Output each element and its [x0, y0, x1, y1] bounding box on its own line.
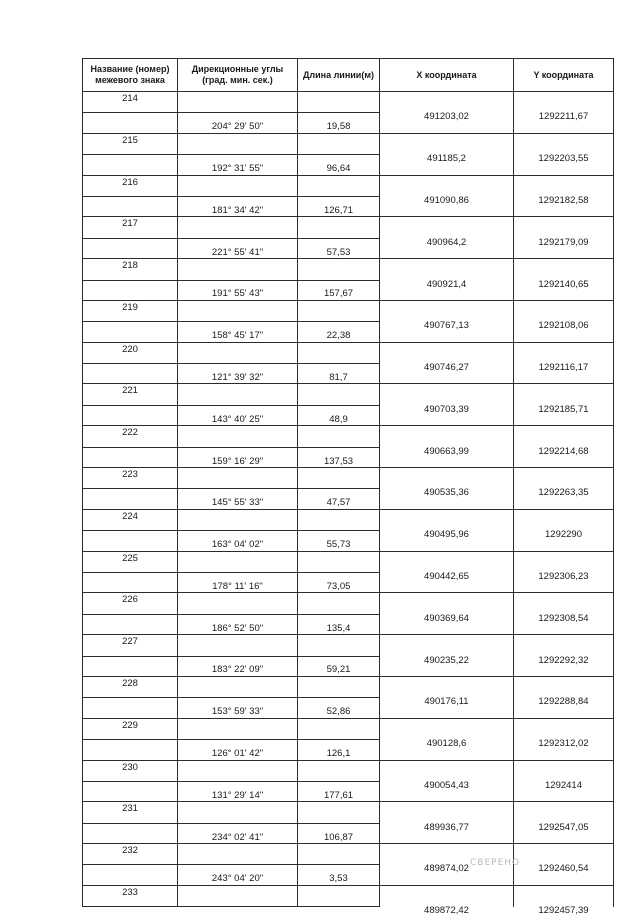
- cell-y-coordinate: [514, 426, 614, 457]
- x-coordinate-value: 490746,27: [424, 362, 469, 374]
- cell-bearing: 181° 34' 42": [178, 196, 298, 216]
- cell-bearing: 121° 39' 32": [178, 364, 298, 384]
- cell-length-empty: [298, 92, 380, 113]
- cell-point-name: 228: [83, 676, 178, 697]
- cell-bearing-empty: [178, 676, 298, 697]
- cell-name-empty: [83, 489, 178, 509]
- cell-bearing: 145° 55' 33": [178, 489, 298, 509]
- cell-line-length: 48,9: [298, 405, 380, 425]
- cell-y-coordinate: [514, 635, 614, 666]
- segment-row: [83, 656, 614, 676]
- segment-row: [83, 614, 614, 634]
- segment-row: [83, 238, 614, 258]
- cell-y-coordinate: [514, 217, 614, 248]
- y-coordinate-value: 1292306,23: [538, 570, 589, 582]
- cell-x-coordinate: [380, 92, 514, 123]
- y-coordinate-value: 1292182,58: [538, 194, 589, 206]
- point-row: [83, 844, 614, 865]
- cell-bearing-empty: [178, 593, 298, 614]
- cell-line-length: 126,71: [298, 196, 380, 216]
- cell-length-empty: [298, 300, 380, 321]
- cell-name-empty: [83, 656, 178, 676]
- cell-bearing-empty: [178, 802, 298, 823]
- cell-x-coordinate: [380, 635, 514, 666]
- cell-y-coordinate: [514, 760, 614, 791]
- cell-bearing-empty: [178, 885, 298, 906]
- cell-bearing: 178° 11' 16": [178, 572, 298, 592]
- cell-bearing: 234° 02' 41": [178, 823, 298, 843]
- header-point-name: Название (номер) межевого знака: [83, 59, 178, 92]
- cell-length-empty: [298, 802, 380, 823]
- cell-line-length: 177,61: [298, 781, 380, 801]
- x-coordinate-value: 490964,2: [426, 236, 467, 248]
- point-row: [83, 384, 614, 405]
- segment-row: [83, 155, 614, 175]
- cell-x-coordinate: [380, 885, 514, 916]
- x-coordinate-value: 490921,4: [426, 278, 467, 290]
- point-row: [83, 760, 614, 781]
- point-row: [83, 217, 614, 238]
- y-coordinate-value: 1292116,17: [538, 362, 589, 374]
- cell-point-name: 217: [83, 217, 178, 238]
- coordinates-table: [82, 58, 614, 916]
- y-coordinate-value: 1292288,84: [538, 696, 589, 708]
- x-coordinate-value: 489936,77: [424, 821, 469, 833]
- point-row: [83, 426, 614, 447]
- cell-line-length: 47,57: [298, 489, 380, 509]
- segment-row: [83, 572, 614, 592]
- y-coordinate-value: 1292108,06: [538, 320, 589, 332]
- cell-name-empty: [83, 113, 178, 133]
- cell-length-empty: [298, 509, 380, 530]
- cell-x-coordinate: [380, 384, 514, 415]
- x-coordinate-value: 490495,96: [424, 529, 469, 541]
- cell-point-name: 220: [83, 342, 178, 363]
- y-coordinate-value: 1292263,35: [538, 487, 589, 499]
- cell-bearing: 204° 29' 50": [178, 113, 298, 133]
- point-row: [83, 175, 614, 196]
- cell-point-name: 230: [83, 760, 178, 781]
- cell-x-coordinate: [380, 718, 514, 750]
- cell-y-coordinate: [514, 802, 614, 833]
- cell-line-length: 59,21: [298, 656, 380, 676]
- point-row: [83, 259, 614, 280]
- cell-y-coordinate: [514, 844, 614, 875]
- header-line-length: Длина линии(м): [298, 59, 380, 92]
- x-coordinate-value: 490442,65: [424, 570, 469, 582]
- y-coordinate-value: 1292312,02: [538, 738, 589, 750]
- cell-length-empty: [298, 593, 380, 614]
- cell-point-name: 219: [83, 300, 178, 321]
- cell-line-length: 22,38: [298, 322, 380, 342]
- cell-name-empty: [83, 740, 178, 760]
- cell-name-empty: [83, 447, 178, 467]
- cell-x-coordinate: [380, 175, 514, 206]
- cell-bearing: 191° 55' 43": [178, 280, 298, 300]
- cell-point-name: 232: [83, 844, 178, 865]
- cell-length-empty: [298, 844, 380, 865]
- cell-point-name: 231: [83, 802, 178, 823]
- point-row: [83, 342, 614, 363]
- segment-row: [83, 447, 614, 467]
- y-coordinate-value: 1292179,09: [538, 236, 589, 248]
- cell-point-name: 227: [83, 635, 178, 656]
- cell-point-name: 233: [83, 885, 178, 906]
- cell-name-empty: [83, 238, 178, 258]
- cell-bearing-empty: [178, 760, 298, 781]
- cell-length-empty: [298, 175, 380, 196]
- cell-bearing-empty: [178, 468, 298, 489]
- segment-row: [83, 113, 614, 133]
- cell-name-empty: [83, 781, 178, 801]
- cell-length-empty: [298, 426, 380, 447]
- cell-y-coordinate: [514, 300, 614, 332]
- cell-line-length: 55,73: [298, 531, 380, 551]
- header-bearing: Дирекционные углы (град. мин. сек.): [178, 59, 298, 92]
- certification-stamp: [470, 858, 520, 868]
- cell-name-empty: [83, 280, 178, 300]
- y-coordinate-value: 1292185,71: [538, 403, 589, 415]
- cell-y-coordinate: [514, 551, 614, 582]
- cell-y-coordinate: [514, 676, 614, 708]
- y-coordinate-value: 1292457,39: [538, 905, 589, 916]
- cell-line-length: 81,7: [298, 364, 380, 384]
- y-coordinate-value: 1292292,32: [538, 654, 589, 666]
- cell-name-empty: [83, 572, 178, 592]
- cell-point-name: 216: [83, 175, 178, 196]
- cell-name-empty: [83, 364, 178, 384]
- cell-point-name: 223: [83, 468, 178, 489]
- stamp-text: СВЕРЕНО: [470, 858, 521, 868]
- segment-row: [83, 196, 614, 216]
- segment-row: [83, 740, 614, 760]
- segment-row: [83, 489, 614, 509]
- y-coordinate-value: 1292547,05: [538, 821, 589, 833]
- point-row: [83, 468, 614, 489]
- cell-length-empty: [298, 551, 380, 572]
- cell-name-empty: [83, 614, 178, 634]
- cell-bearing-empty: [178, 635, 298, 656]
- cell-name-empty: [83, 823, 178, 843]
- cell-point-name: 225: [83, 551, 178, 572]
- segment-row: [83, 322, 614, 342]
- cell-point-name: 214: [83, 92, 178, 113]
- cell-y-coordinate: [514, 593, 614, 624]
- cell-length-empty: [298, 635, 380, 656]
- cell-x-coordinate: [380, 133, 514, 165]
- cell-point-name: 226: [83, 593, 178, 614]
- cell-length-empty: [298, 384, 380, 405]
- cell-x-coordinate: [380, 551, 514, 582]
- y-coordinate-value: 1292460,54: [538, 863, 589, 875]
- cell-name-empty: [83, 531, 178, 551]
- table-header-row: [83, 59, 614, 92]
- cell-bearing-empty: [178, 259, 298, 280]
- cell-name-empty: [83, 322, 178, 342]
- cell-line-length: 19,58: [298, 113, 380, 133]
- cell-bearing-empty: [178, 509, 298, 530]
- cell-y-coordinate: [514, 175, 614, 206]
- segment-row: [83, 865, 614, 885]
- point-row: [83, 133, 614, 154]
- segment-row: [83, 823, 614, 843]
- cell-x-coordinate: [380, 802, 514, 833]
- cell-bearing-empty: [178, 426, 298, 447]
- x-coordinate-value: 489874,02: [424, 863, 469, 875]
- cell-line-length: 135,4: [298, 614, 380, 634]
- header-x-coordinate: X координата: [380, 59, 514, 92]
- cell-bearing: 153° 59' 33": [178, 698, 298, 718]
- cell-x-coordinate: [380, 468, 514, 499]
- x-coordinate-value: 490054,43: [424, 779, 469, 791]
- point-row: [83, 635, 614, 656]
- cell-name-empty: [83, 405, 178, 425]
- x-coordinate-value: 490176,11: [424, 696, 469, 708]
- point-row: [83, 92, 614, 113]
- point-row: [83, 509, 614, 530]
- cell-x-coordinate: [380, 593, 514, 624]
- cell-bearing: 186° 52' 50": [178, 614, 298, 634]
- y-coordinate-value: 1292290: [545, 529, 582, 541]
- cell-x-coordinate: [380, 342, 514, 374]
- cell-y-coordinate: [514, 468, 614, 499]
- cell-bearing: 221° 55' 41": [178, 238, 298, 258]
- cell-bearing-empty: [178, 844, 298, 865]
- cell-x-coordinate: [380, 426, 514, 457]
- cell-bearing: 192° 31' 55": [178, 155, 298, 175]
- y-coordinate-value: 1292203,55: [538, 153, 589, 165]
- cell-bearing-empty: [178, 342, 298, 363]
- segment-row: [83, 364, 614, 384]
- segment-row: [83, 531, 614, 551]
- cell-x-coordinate: [380, 300, 514, 332]
- cell-name-empty: [83, 155, 178, 175]
- cell-x-coordinate: [380, 509, 514, 541]
- cell-point-name: 229: [83, 718, 178, 739]
- cell-bearing-empty: [178, 217, 298, 238]
- cell-point-name: 222: [83, 426, 178, 447]
- cell-y-coordinate: [514, 718, 614, 750]
- cell-bearing: 126° 01' 42": [178, 740, 298, 760]
- x-coordinate-value: 490663,99: [424, 445, 469, 457]
- point-row: [83, 718, 614, 739]
- cell-bearing: 183° 22' 09": [178, 656, 298, 676]
- cell-bearing: 163° 04' 02": [178, 531, 298, 551]
- cell-line-length: 57,53: [298, 238, 380, 258]
- cell-length-empty: [298, 676, 380, 697]
- cell-y-coordinate: [514, 133, 614, 165]
- cell-y-coordinate: [514, 259, 614, 290]
- cell-x-coordinate: [380, 760, 514, 791]
- y-coordinate-value: 1292211,67: [538, 111, 589, 123]
- x-coordinate-value: 491203,02: [424, 111, 469, 123]
- cell-line-length: 96,64: [298, 155, 380, 175]
- cell-line-length: 137,53: [298, 447, 380, 467]
- segment-row: [83, 405, 614, 425]
- coordinates-table-body: [83, 92, 614, 916]
- x-coordinate-value: 490535,36: [424, 487, 469, 499]
- cell-bearing-empty: [178, 133, 298, 154]
- cell-line-length: 106,87: [298, 823, 380, 843]
- header-y-coordinate: Y координата: [514, 59, 614, 92]
- x-coordinate-value: 490767,13: [424, 320, 469, 332]
- cell-length-empty: [298, 468, 380, 489]
- cell-length-empty: [298, 760, 380, 781]
- segment-row: [83, 781, 614, 801]
- cell-length-empty: [298, 342, 380, 363]
- point-row: [83, 885, 614, 906]
- point-row: [83, 300, 614, 321]
- x-coordinate-value: 490235,22: [424, 654, 469, 666]
- cell-length-empty: [298, 133, 380, 154]
- y-coordinate-value: 1292414: [545, 779, 582, 791]
- segment-row: [83, 280, 614, 300]
- cell-point-name: 215: [83, 133, 178, 154]
- point-row: [83, 593, 614, 614]
- x-coordinate-value: 491090,86: [424, 194, 469, 206]
- cell-line-length: 73,05: [298, 572, 380, 592]
- x-coordinate-value: 491185,2: [427, 153, 466, 165]
- cell-length-empty: [298, 217, 380, 238]
- cell-name-empty: [83, 698, 178, 718]
- cell-y-coordinate: [514, 92, 614, 123]
- y-coordinate-value: 1292214,68: [538, 445, 589, 457]
- cell-line-length: 157,67: [298, 280, 380, 300]
- cell-bearing-empty: [178, 92, 298, 113]
- cell-x-coordinate: [380, 217, 514, 248]
- cell-name-empty: [83, 865, 178, 885]
- cell-bearing: 158° 45' 17": [178, 322, 298, 342]
- cell-bearing: 131° 29' 14": [178, 781, 298, 801]
- x-coordinate-value: 490703,39: [424, 403, 469, 415]
- cell-point-name: 218: [83, 259, 178, 280]
- x-coordinate-value: 490369,64: [424, 612, 469, 624]
- cell-name-empty: [83, 196, 178, 216]
- point-row: [83, 551, 614, 572]
- cell-bearing: 243° 04' 20": [178, 865, 298, 885]
- cell-point-name: 221: [83, 384, 178, 405]
- cell-bearing-empty: [178, 175, 298, 196]
- cell-bearing-empty: [178, 300, 298, 321]
- cell-bearing-empty: [178, 551, 298, 572]
- segment-row: [83, 698, 614, 718]
- point-row: [83, 802, 614, 823]
- cell-line-length: 52,86: [298, 698, 380, 718]
- cell-bearing-empty: [178, 718, 298, 739]
- cell-point-name: 224: [83, 509, 178, 530]
- cell-bearing: 159° 16' 29": [178, 447, 298, 467]
- cell-x-coordinate: [380, 676, 514, 708]
- cell-bearing-empty: [178, 384, 298, 405]
- point-row: [83, 676, 614, 697]
- y-coordinate-value: 1292140,65: [538, 278, 589, 290]
- cell-length-empty: [298, 885, 380, 906]
- cell-length-empty: [298, 259, 380, 280]
- cell-y-coordinate: [514, 885, 614, 916]
- cell-length-empty: [298, 718, 380, 739]
- cell-y-coordinate: [514, 342, 614, 374]
- cell-y-coordinate: [514, 509, 614, 541]
- x-coordinate-value: 490128,6: [426, 738, 467, 750]
- cell-line-length: 3,53: [298, 865, 380, 885]
- cell-line-length: 126,1: [298, 740, 380, 760]
- cell-x-coordinate: [380, 259, 514, 290]
- cell-y-coordinate: [514, 384, 614, 415]
- cell-bearing: 143° 40' 25": [178, 405, 298, 425]
- x-coordinate-value: 489872,42: [424, 905, 469, 916]
- y-coordinate-value: 1292308,54: [538, 612, 589, 624]
